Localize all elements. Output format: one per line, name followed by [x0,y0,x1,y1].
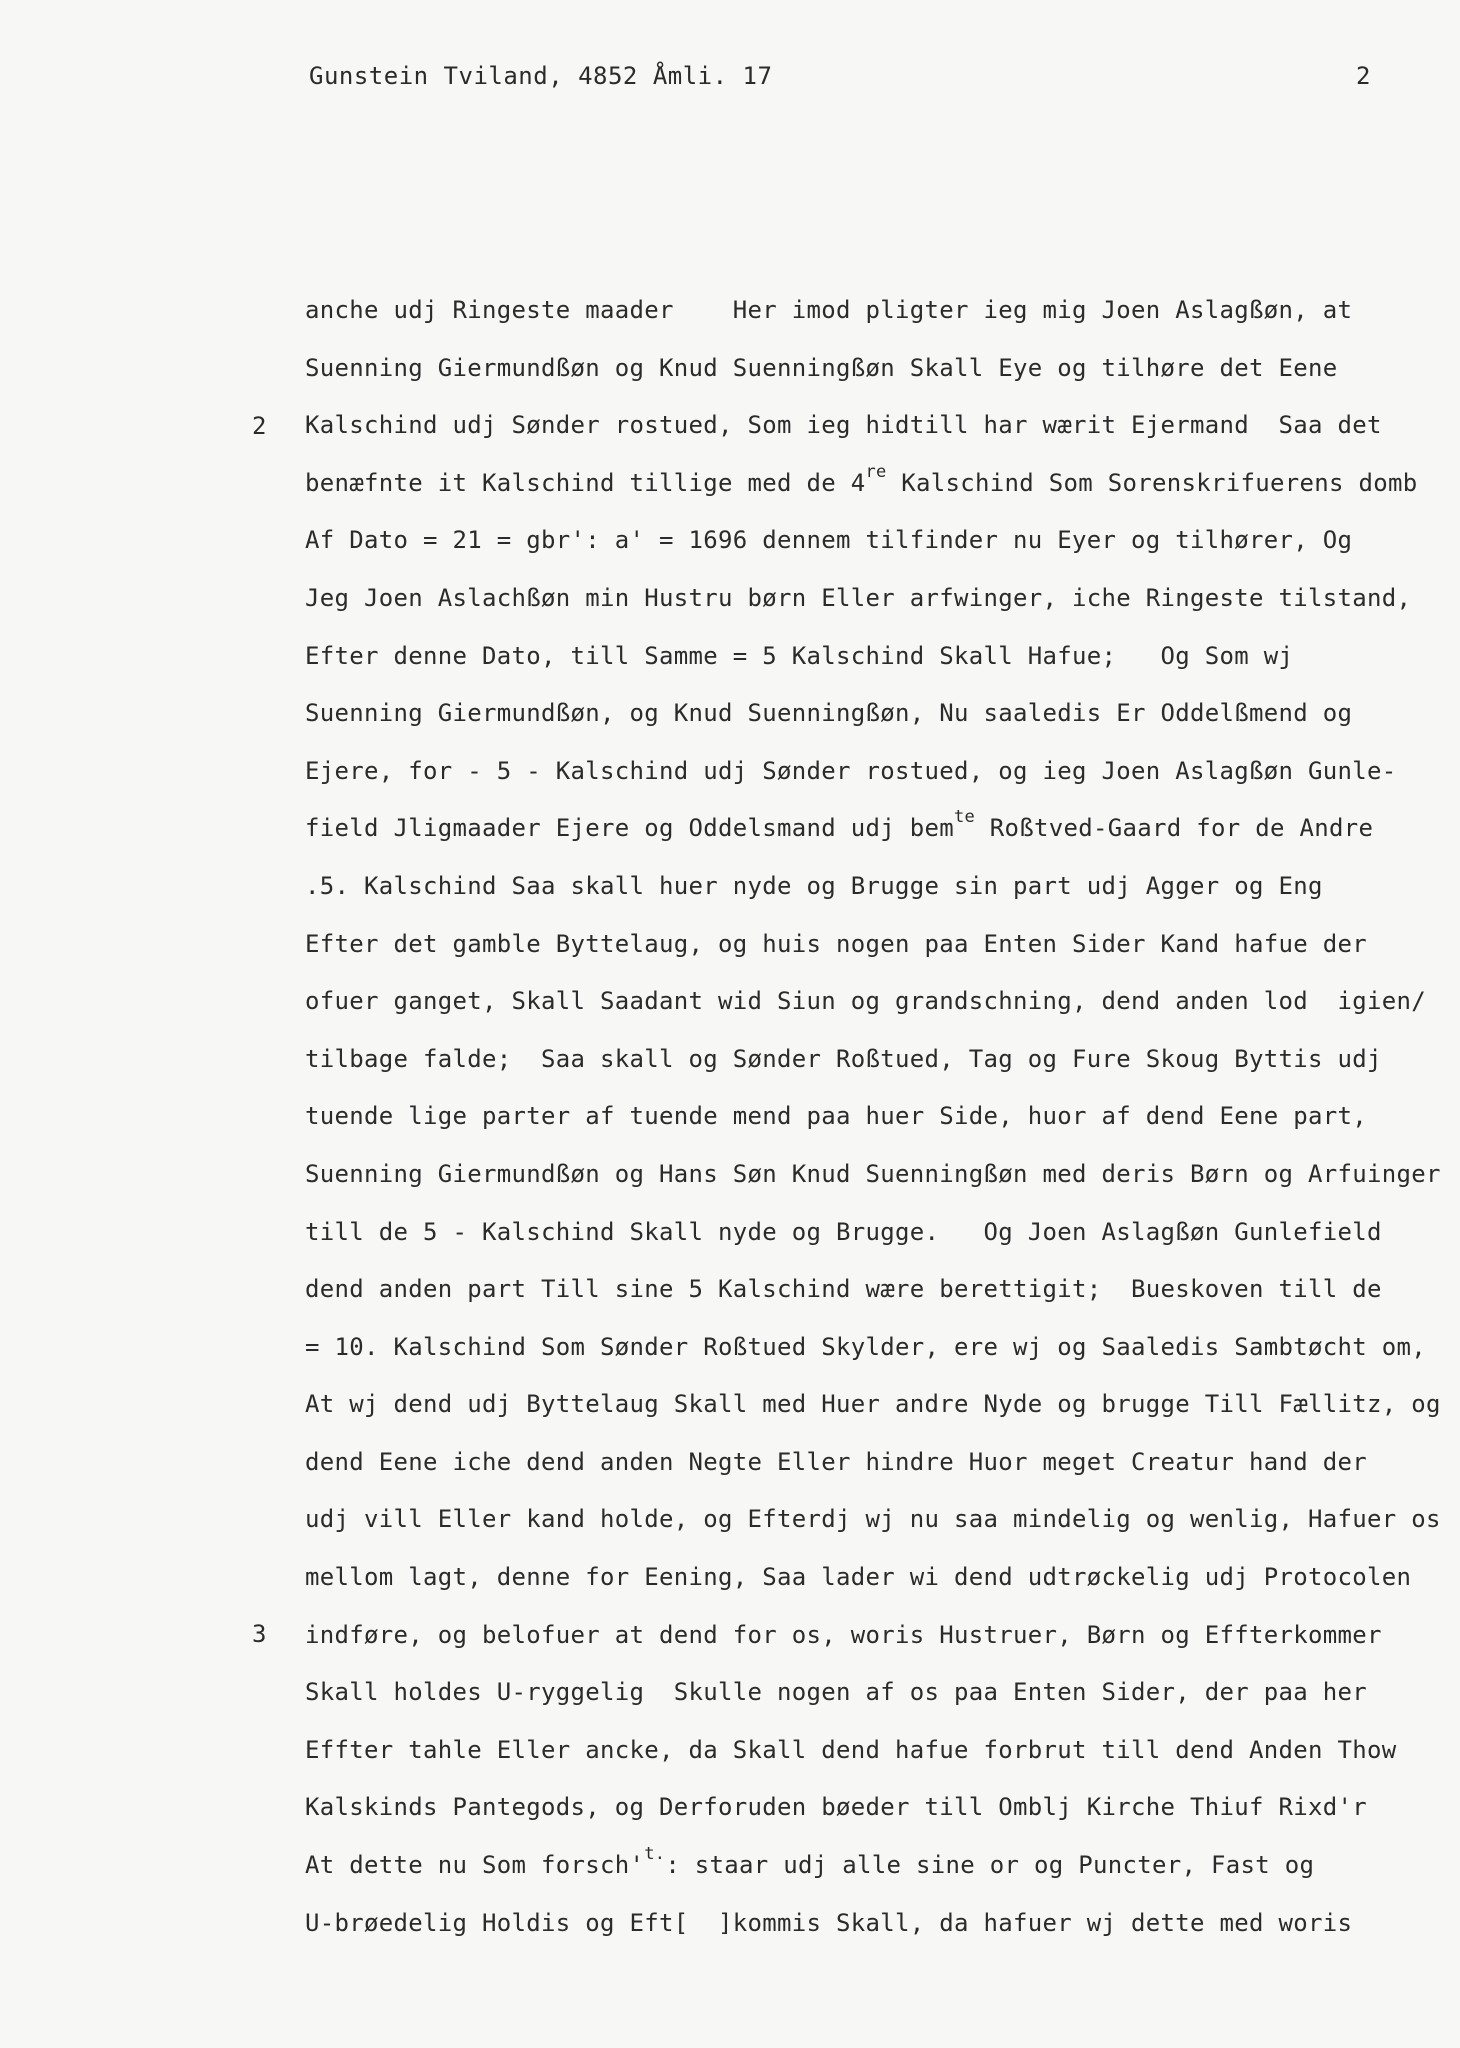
line-text: Kalschind Som Sorenskrifuerens domb [886,468,1418,497]
text-line [305,807,1425,868]
line-text: benæfnte it Kalschind tillige med de 4 [305,468,866,497]
line-text: : staar udj alle sine or og Puncter, Fast og [665,1851,1315,1880]
text-line: Efter det gamble Byttelaug, og huis nogen paa Enten Sider Kand hafue der [305,929,1367,958]
text-line: Effter tahle Eller ancke, da Skall dend hafue forbrut till dend Anden Thow [305,1735,1397,1764]
text-line: anche udj Ringeste maader Her imod pligter ieg mig Joen Aslagßøn, at [305,296,1353,324]
line-text: field Jligmaader Ejere og Oddelsmand udj bem [305,814,954,843]
text-line: tuende lige parter af tuende mend paa huer Side, huor af dend Eene part, [305,1102,1367,1131]
superscript: te [953,807,976,828]
text-line: At wj dend udj Byttelaug Skall med Huer andre Nyde og brugge Till Fællitz, og [305,1390,1441,1419]
text-line: till de 5 - Kalschind Skall nyde og Brugge. Og Joen Aslagßøn Gunlefield [305,1217,1382,1246]
line-text: Roßtved-Gaard for de Andre [975,814,1374,843]
text-line: U-brøedelig Holdis og Eft[ ]kommis Skall, da hafuer wj dette med woris [305,1908,1353,1937]
text-line: Af Dato = 21 = gbr': a' = 1696 dennem tilfinder nu Eyer og tilhører, Og [305,526,1353,555]
text-line: Skall holdes U-ryggelig Skulle nogen af os paa Enten Sider, der paa her [305,1678,1367,1707]
text-line [305,461,1425,523]
text-line: tilbage falde; Saa skall og Sønder Roßtued, Tag og Fure Skoug Byttis udj [305,1044,1382,1073]
text-line: udj vill Eller kand holde, og Efterdj wj nu saa mindelig og wenlig, Hafuer os [305,1505,1441,1534]
text-line: .5. Kalschind Saa skall huer nyde og Brugge sin part udj Agger og Eng [305,871,1323,900]
transcription-body [305,292,1441,1962]
text-line: Kalskinds Pantegods, og Derforuden bøeder till Omblj Kirche Thiuf Rixd'r [305,1793,1367,1822]
text-line [305,1844,1425,1905]
text-line: Kalschind udj Sønder rostued, Som ieg hidtill har wærit Ejermand Saa det [305,411,1382,440]
text-line: Ejere, for - 5 - Kalschind udj Sønder rostued, og ieg Joen Aslagßøn Gunle- [305,756,1397,785]
line-text: At dette nu Som forsch' [305,1851,645,1880]
text-line: mellom lagt, denne for Eening, Saa lader wi dend udtrøckelig udj Protocolen [305,1563,1412,1592]
superscript: re [865,461,887,482]
text-line: Suenning Giermundßøn, og Knud Suenningßøn, Nu saaledis Er Oddelßmend og [305,699,1353,728]
text-line: Jeg Joen Aslachßøn min Hustru børn Eller arfwinger, iche Ringeste tilstand, [305,583,1412,612]
page-header: Gunstein Tviland, 4852 Åmli. 17 [309,62,773,90]
text-line: ofuer ganget, Skall Saadant wid Siun og grandschning, dend anden lod igien/ [305,987,1426,1016]
page-number: 2 [1356,62,1371,90]
text-line: = 10. Kalschind Som Sønder Roßtued Skylder, ere wj og Saaledis Sambtøcht om, [305,1332,1426,1361]
margin-note: 3 [252,1620,267,1648]
text-line: Suenning Giermundßøn og Hans Søn Knud Suenningßøn med deris Børn og Arfuinger [305,1159,1441,1188]
text-line: indføre, og belofuer at dend for os, woris Hustruer, Børn og Effterkommer [305,1620,1382,1649]
text-line: dend anden part Till sine 5 Kalschind wære berettigit; Bueskoven till de [305,1275,1382,1304]
text-line: dend Eene iche dend anden Negte Eller hindre Huor meget Creatur hand der [305,1447,1367,1476]
margin-note: 2 [252,412,267,440]
text-line: Efter denne Dato, till Samme = 5 Kalschind Skall Hafue; Og Som wj [305,641,1294,670]
text-line: Suenning Giermundßøn og Knud Suenningßøn Skall Eye og tilhøre det Eene [305,353,1338,382]
superscript: t. [644,1844,666,1865]
